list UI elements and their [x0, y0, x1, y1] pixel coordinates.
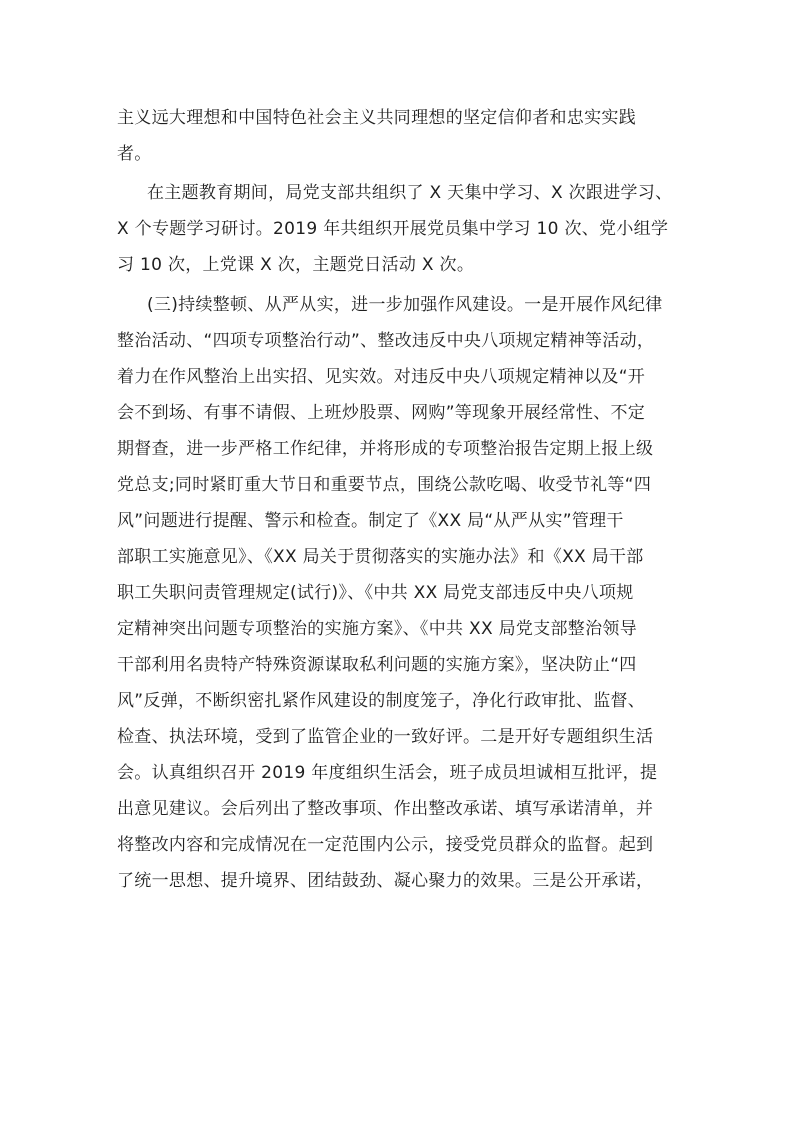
- text-line: 将整改内容和完成情况在一定范围内公示，接受党员群众的监督。起到: [117, 835, 654, 855]
- text-line: 风”问题进行提醒、警示和检查。制定了《XX 局“从严从实”管理干: [117, 511, 624, 531]
- text-line: [117, 935, 677, 971]
- text-line: 检查、执法环境，受到了监管企业的一致好评。二是开好专题组织生活: [117, 727, 654, 747]
- document-body: [117, 100, 677, 1007]
- text-line: 干部利用名贵特产特殊资源谋取私利问题的实施方案》，坚决防止“四: [117, 655, 637, 675]
- text-line: 主义远大理想和中国特色社会主义共同理想的坚定信仰者和忠实实践: [117, 108, 636, 128]
- text-line: 定精神突出问题专项整治的实施方案》、《中共 XX 局党支部整治领导: [117, 619, 637, 639]
- text-line: 会。认真组织召开 2019 年度组织生活会，班子成员坦诚相互批评，提: [117, 763, 658, 783]
- paragraph-ideals: [117, 100, 677, 172]
- text-line: 部职工实施意见》、《XX 局关于贯彻落实的实施办法》和《XX 局干部: [117, 547, 644, 567]
- text-line: 习 10 次，上党课 X 次，主题党日活动 X 次。: [117, 255, 475, 275]
- text-line: 风”反弹，不断织密扎紧作风建设的制度笼子，净化行政审批、监督、: [117, 691, 646, 711]
- text-line: 着力在作风整治上出实招、见实效。对违反中央八项规定精神以及“开: [117, 367, 646, 387]
- text-line: 在主题教育期间，局党支部共组织了 X 天集中学习、X 次跟进学习、: [147, 183, 673, 203]
- text-line: 会不到场、有事不请假、上班炒股票、网购”等现象开展经常性、不定: [117, 403, 646, 423]
- text-line: 者。: [117, 144, 152, 164]
- text-line: 了统一思想、提升境界、团结鼓劲、凝心聚力的效果。三是公开承诺，: [117, 871, 654, 891]
- paragraph-work-style: [117, 287, 677, 1007]
- text-line: [117, 971, 677, 1007]
- text-line: 出意见建议。会后列出了整改事项、作出整改承诺、填写承诺清单，并: [117, 799, 654, 819]
- text-line: 职工失职问责管理规定(试行)》、《中共 XX 局党支部违反中央八项规: [117, 583, 634, 603]
- text-line: X 个专题学习研讨。2019 年共组织开展党员集中学习 10 次、党小组学: [117, 219, 669, 239]
- text-line: [117, 899, 677, 935]
- text-line: 期督查，进一步严格工作纪律，并将形成的专项整治报告定期上报上级: [117, 439, 654, 459]
- text-line: (三)持续整顿、从严从实，进一步加强作风建设。一是开展作风纪律: [147, 295, 663, 315]
- paragraph-study-activities: [117, 175, 677, 283]
- text-line: 党总支;同时紧盯重大节日和重要节点，围绕公款吃喝、收受节礼等“四: [117, 475, 652, 495]
- text-line: 整治活动、“四项专项整治行动”、整改违反中央八项规定精神等活动，: [117, 331, 655, 351]
